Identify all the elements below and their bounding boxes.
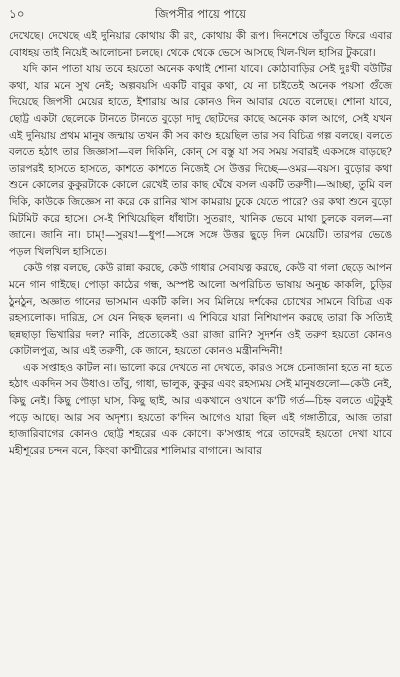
paragraph: দেখেছে। দেখেছে এই দুনিয়ার কোথায় কী রং, কোথায় কী রূপ। দিনশেষে তাঁবুতে ফিরে এবার বোধহয় তাই নিয়েই আলোচনা চলছে। থেকে থেকে ভেসে আসছে খিল-খিল হাসির টুকরো। [9,30,392,59]
body-text [9,28,392,459]
page-number: ১০ [9,7,25,21]
paragraph: এক সপ্তাহও কাটল না। ভালো করে দেখতে না দেখতে, কারও সঙ্গে চেনাজানা হতে না হতে হঠাৎ একদিন সব উধাও। তাঁবু, গাধা, ভালুক, কুকুর এবং রহস্যময় সেই মানুষগুলো—কেউ নেই, কিছু নেই। কিছু পোড়া ঘাস, কিছু ছাই, আর একখানে ওখানে ক'টি গর্ত—চিহ্ন বলতে এটুকুই পড়ে আছে। আর সব অদৃশ্য। হয়তো ক'দিন আগেও যারা ছিল এই গঙ্গাতীরে, আজ তারা হাজারিবাগের কোনও ছোট্ট শহরের এক কোণে। ক'সপ্তাহ পরে তাদেরই হয়তো দেখা যাবে মহীশূরের চন্দন বনে, কিংবা কাশ্মীরের শালিমার বাগানে। আবার [9,361,392,457]
paragraph: যদি কান পাতা যায় তবে হয়তো অনেক কথাই শোনা যাবে। কোঠাবাড়ির সেই দুঃখী বউটির কথা, যার মনে সুখ নেই; অল্পবয়সি একটি বাবুর কথা, যে না চাইতেই অনেক পয়সা গুঁজে দিয়েছে জিপসী মেয়ের হাতে, ইশারায় আর কোনও দিন আবার যেতে বলেছে। শোনা যাবে, ছোট্ট একটা ছেলেকে টানতে টানতে বুড়ো দাদু ছোটদের কাছে অনেক কাল আগে, সেই যখন এই দুনিয়ায় প্রথম মানুষ জন্মায় তখন কী সব কাণ্ড হয়েছিল তার সব বিচিত্র গল্প বলছে। বলতে বলতে হঠাৎ তার জিজ্ঞাসা—বল দিকিনি, কোন্‌ সে বস্তু যা সব সময় সবারই একসঙ্গে বাড়ছে? তারপরই হাসতে হাসতে, কাশতে কাশতে নিজেই সে উত্তর দিচ্ছে—ওমর—বয়স। বুড়োর কথা শুনে কোলের কুকুরটাকে কোলে রেখেই তার কাছ ঘেঁষে বসল একটি তরুণী।—আচ্ছা, তুমি বল দিকি, কাউকে জিজ্ঞেস না করে কে রানির খাস কামরায় ঢুকে যেতে পারে? ওর কথা শুনে বুড়ো মিটমিট করে হাসে। সে-ই শিখিয়েছিল ধাঁধাটা। সুতরাং, খানিক ভেবে মাথা চুলকে বলল—না জানে। জানি না। চাম্‌!—সুরয!—ধুপ!—সঙ্গে সঙ্গে উত্তর ছুড়ে দিল মেয়েটি। তারপর ভেঙে পড়ল খিলখিল হাসিতে। [9,63,392,258]
running-title: জিপসীর পায়ে পায়ে [155,7,246,21]
page-header [9,6,392,26]
paragraph: কেউ গল্প বলছে, কেউ রান্না করছে, কেউ গাধার সেবাযত্ন করছে, কেউ বা গলা ছেড়ে আপন মনে গান গাইছে। পোড়া কাঠের গন্ধ, অস্পষ্ট আলো অপরিচিত ভাষায় অনুচ্চ কাকলি, চুড়ির ঠুনঠুন, অজ্ঞাত গানের ভাসমান একটি কলি। সব মিলিয়ে দর্শকের চোখের সামনে বিচিত্র এক রহস্যলোক। দারিদ্র, সে যেন নিছক ছলনা। এ শিবিরে যারা নিশিযাপন করছে তারা কি সত্যিই ছন্নছাড়া ভিখারির দল? নাকি, প্রত্যেকেই ওরা রাজা রানি? সুদর্শন ওই তরুণ হয়তো কোনও কোটালপুত্র, আর এই তরুণী, কে জানে, হয়তো কোনও মন্ত্রীনন্দিনী! [9,262,392,358]
